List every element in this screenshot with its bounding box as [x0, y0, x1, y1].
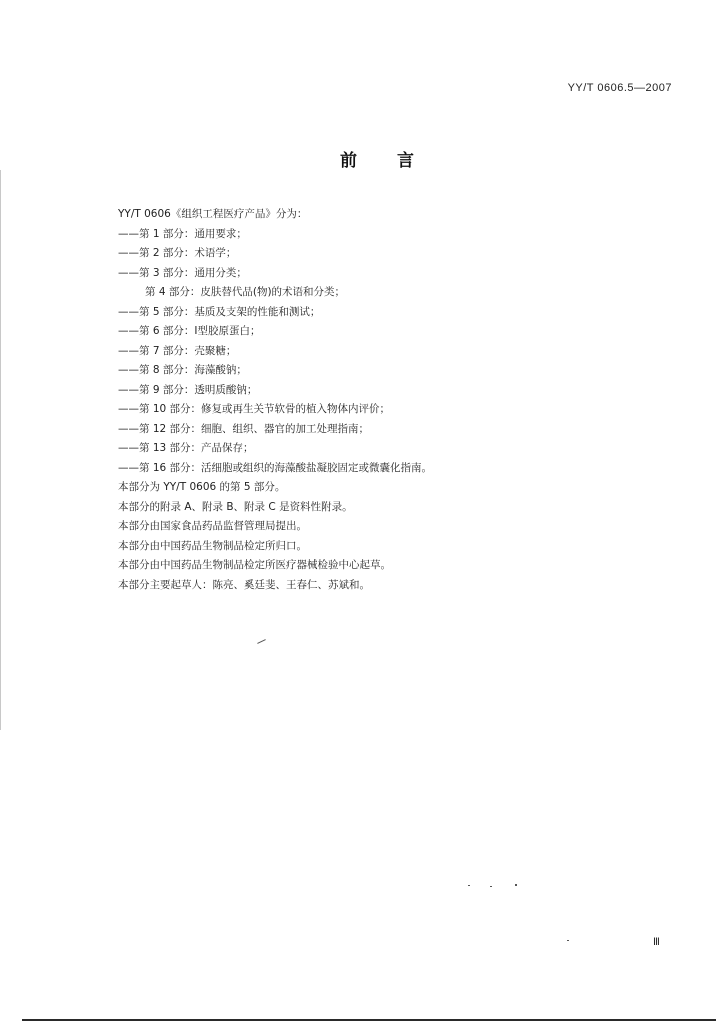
scan-speck	[567, 940, 569, 941]
scan-edge-shadow	[0, 170, 1, 730]
text-line: ——第 16 部分：活细胞或组织的海藻酸盐凝胶固定或微囊化指南。	[118, 461, 433, 474]
page-number: Ⅲ	[653, 937, 660, 948]
text-line: 本部分主要起草人：陈亮、奚廷斐、王春仁、苏斌和。	[118, 578, 370, 591]
scan-speck	[257, 639, 266, 644]
text-line: ——第 5 部分：基质及支架的性能和测试；	[118, 305, 321, 318]
text-line: ——第 9 部分：透明质酸钠；	[118, 383, 258, 396]
text-line: ——第 2 部分：术语学；	[118, 247, 237, 259]
text-line: 第 4 部分：皮肤替代品(物)的术语和分类；	[145, 286, 346, 298]
text-line: ——第 6 部分：Ⅰ型胶原蛋白；	[118, 325, 261, 337]
text-line: 本部分由国家食品药品监督管理局提出。	[118, 520, 307, 532]
text-line: ——第 12 部分：细胞、组织、器官的加工处理指南；	[118, 422, 370, 435]
text-line: 本部分由中国药品生物制品检定所医疗器械检验中心起草。	[118, 559, 391, 571]
text-line: ——第 7 部分：壳聚糖；	[118, 344, 237, 357]
foreword-body	[118, 205, 618, 595]
text-line: 本部分为 YY/T 0606 的第 5 部分。	[118, 481, 286, 493]
text-line: YY/T 0606《组织工程医疗产品》分为：	[118, 208, 308, 220]
page-title: 前言	[340, 151, 454, 171]
text-line: ——第 1 部分：通用要求；	[118, 227, 247, 240]
text-line: ——第 10 部分：修复或再生关节软骨的植入物体内评价；	[118, 403, 391, 415]
text-line: 本部分的附录 A、附录 B、附录 C 是资料性附录。	[118, 500, 353, 513]
scan-speck	[468, 885, 470, 886]
bottom-edge-rule	[22, 1019, 716, 1021]
text-line: ——第 8 部分：海藻酸钠；	[118, 364, 247, 376]
text-line: 本部分由中国药品生物制品检定所归口。	[118, 539, 307, 552]
scan-speck	[490, 886, 492, 887]
scan-speck	[515, 884, 517, 886]
text-line: ——第 3 部分：通用分类；	[118, 266, 247, 279]
text-line: ——第 13 部分：产品保存；	[118, 442, 254, 454]
document-code: YY/T 0606.5—2007	[567, 82, 672, 94]
